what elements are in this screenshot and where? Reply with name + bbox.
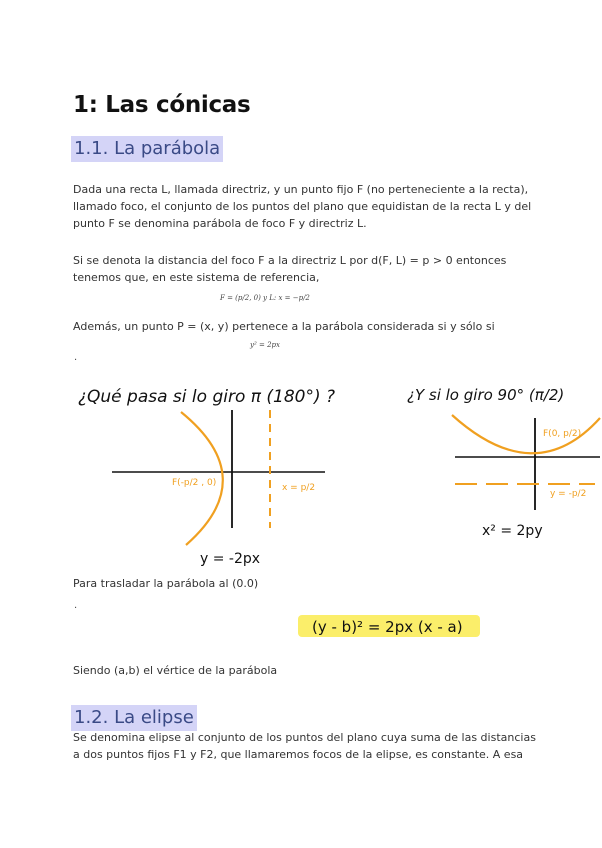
section-heading-ellipse: 1.2. La elipse: [71, 705, 197, 731]
text-line: punto F se denomina parábola de foco F y directriz L.: [73, 217, 367, 230]
handwritten-sketch: [0, 370, 602, 580]
text-line: a dos puntos fijos F1 y F2, que llamaremos focos de la elipse, es constante. A esa: [73, 748, 524, 761]
paragraph-definition: [73, 181, 531, 232]
text-line: Se denomina elipse al conjunto de los puntos del plano cuya suma de las distancias: [73, 731, 536, 744]
formula-parabola: y² = 2px: [250, 341, 280, 349]
translation-equation: (y - b)² = 2px (x - a): [312, 618, 463, 636]
note-rotate-half-pi: ¿Y si lo giro 90° (π/2): [407, 386, 565, 404]
paragraph-ellipse: [73, 729, 536, 763]
equation-right: x² = 2py: [482, 523, 543, 539]
text-line: Dada una recta L, llamada directriz, y un punto fijo F (no perteneciente a la recta),: [73, 183, 529, 196]
dot-marker: .: [74, 352, 78, 363]
paragraph-vertex: Siendo (a,b) el vértice de la parábola: [73, 664, 278, 677]
paragraph-distance: [73, 252, 506, 286]
text-line: tenemos que, en este sistema de referencia,: [73, 271, 320, 284]
translation-equation-block: [298, 612, 480, 642]
page-title: 1: Las cónicas: [73, 92, 251, 118]
note-rotate-pi: ¿Qué pasa si lo giro π (180°) ?: [78, 387, 336, 407]
formula-focus-directrix: F = (p/2, 0) y L: x = −p/2: [220, 294, 310, 302]
focus-label-left: F(-p/2 , 0): [172, 478, 217, 488]
dot-marker: .: [74, 600, 78, 611]
section-heading-parabola: 1.1. La parábola: [71, 136, 223, 162]
text-line: llamado foco, el conjunto de los puntos del plano que equidistan de la recta L y del: [73, 200, 532, 213]
paragraph-translation: Para trasladar la parábola al (0.0): [73, 577, 259, 590]
equation-left: y = -2px: [200, 551, 261, 567]
directrix-label-left: x = p/2: [282, 483, 316, 493]
focus-label-right: F(0, p/2): [543, 429, 582, 439]
directrix-label-right: y = -p/2: [550, 489, 587, 499]
paragraph-condition: Además, un punto P = (x, y) pertenece a la parábola considerada si y sólo si: [73, 320, 495, 333]
text-line: Si se denota la distancia del foco F a la directriz L por d(F, L) = p > 0 entonces: [73, 254, 507, 267]
